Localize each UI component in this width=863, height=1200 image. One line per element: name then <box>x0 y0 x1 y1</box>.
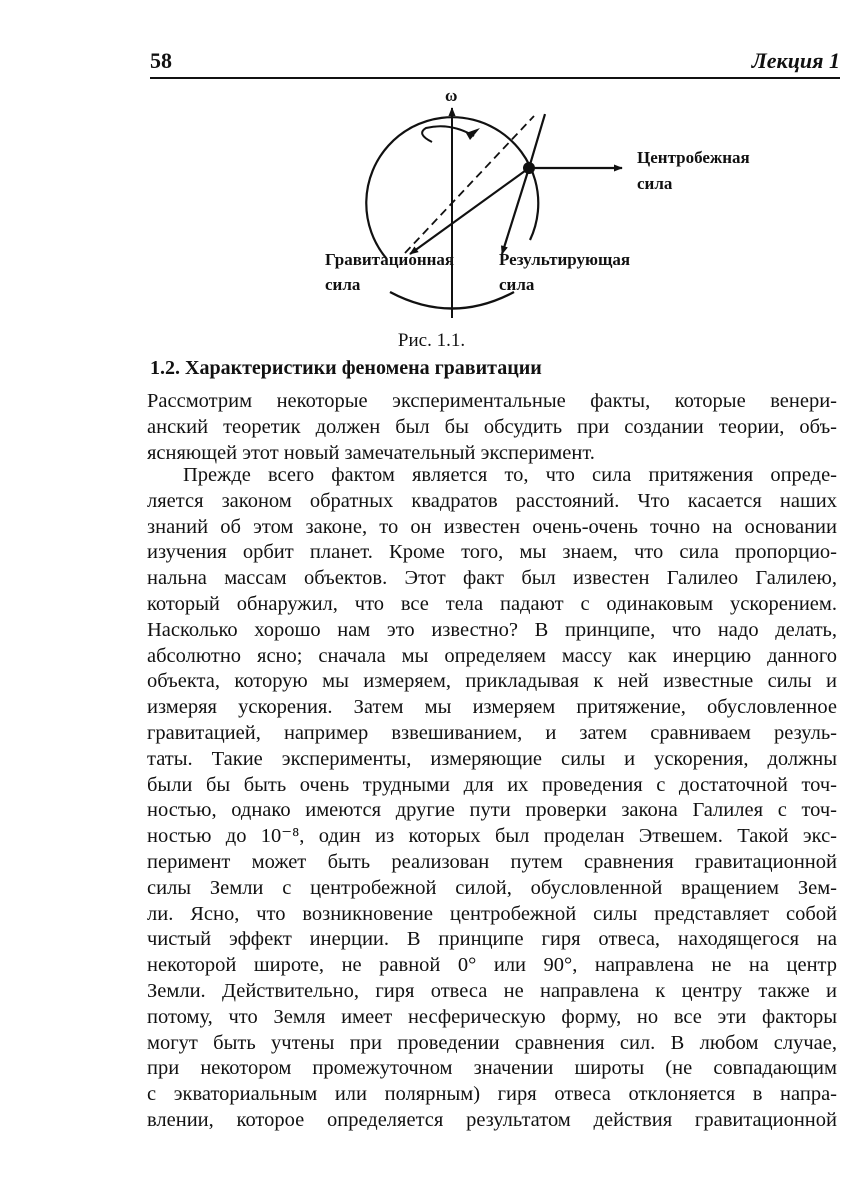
running-head: Лекция 1 <box>751 48 840 73</box>
text-line: влении, которое определяется результатом действия гравитационной <box>147 1108 837 1131</box>
text-line: чистый эффект инерции. В принципе гиря отвеса, находящегося на <box>147 928 837 951</box>
resultant-force-arrow <box>502 168 529 254</box>
gravitational-label-line1: Гравитационная <box>325 250 455 269</box>
centrifugal-label-line1: Центробежная <box>637 148 750 167</box>
text-line: ляется законом обратных квадратов расстояний. Что касается наших <box>147 489 837 512</box>
text-line: потому, что Земля имеет несферическую форму, но все эти факторы <box>147 1005 837 1028</box>
section-heading: 1.2. Характеристики феномена гравитации <box>150 357 542 379</box>
text-line: силы Земли с центробежной силой, обусловленной вращением Зем- <box>147 876 837 899</box>
page-number: 58 <box>150 48 172 73</box>
gravitational-label-line2: сила <box>325 275 361 294</box>
resultant-label-line1: Результирующая <box>499 250 631 269</box>
text-line: ясняющей этот новый замечательный эксперимент. <box>147 441 595 464</box>
text-line: нальна массам объектов. Этот факт был известен Галилео Галилею, <box>147 567 837 590</box>
paragraph-2 <box>147 463 837 1134</box>
text-line: который обнаружил, что все тела падают с одинаковым ускорением. <box>147 592 837 615</box>
text-line: таты. Такие эксперименты, измеряющие силы и ускорения, должны <box>147 747 837 770</box>
paragraph-1 <box>147 389 837 466</box>
mass-point <box>523 162 535 174</box>
text-line: измеряя ускорения. Затем мы измеряем притяжение, обусловленное <box>147 696 837 719</box>
text-line: Насколько хорошо нам это известно? В принципе, что надо делать, <box>147 618 837 641</box>
text-line: гравитацией, например взвешиванием, и затем сравниваем резуль- <box>147 721 837 744</box>
text-line: Прежде всего фактом является то, что сила притяжения опреде- <box>183 464 837 486</box>
resultant-label-line2: сила <box>499 275 535 294</box>
text-line: Рассмотрим некоторые экспериментальные факты, которые венери- <box>147 390 837 412</box>
centrifugal-label-line2: сила <box>637 174 673 193</box>
figure-caption: Рис. 1.1. <box>397 330 466 351</box>
text-line: могут быть учтены при проведении сравнения сил. В любом случае, <box>147 1031 837 1054</box>
text-line: ностью до 10⁻⁸, один из которых был проделан Этвешем. Такой экс- <box>147 825 837 848</box>
text-line: при некотором промежуточном значении широты (не совпадающим <box>147 1057 837 1080</box>
text-line: были бы быть очень трудными для их проведения с достаточной точ- <box>147 773 837 796</box>
text-line: Земли. Действительно, гиря отвеса не направлена к центру также и <box>147 979 837 1002</box>
text-line: абсолютно ясно; сначала мы определяем массу как инерцию данного <box>147 644 837 667</box>
text-line: анский теоретик должен был бы обсудить при создании теории, объ- <box>147 415 837 438</box>
text-line: ностью, однако имеются другие пути проверки закона Галилея с точ- <box>147 799 837 822</box>
text-line: изучения орбит планет. Кроме того, мы знаем, что сила пропорцио- <box>147 541 837 564</box>
line-to-upper-right <box>529 114 545 168</box>
text-line: знаний об этом законе, то он известен очень-очень точно на основании <box>147 515 837 538</box>
omega-label: ω <box>445 86 458 105</box>
text-line: некоторой широте, не равной 0° или 90°, направлена не на центр <box>147 954 837 977</box>
text-line: перимент может быть реализован путем сравнения гравитационной <box>147 850 837 873</box>
text-line: ли. Ясно, что возникновение центробежной силы представляет собой <box>147 902 837 925</box>
force-diagram <box>0 0 863 330</box>
text-line: объекта, которую мы измеряем, прикладывая к ней известные силы и <box>147 670 837 693</box>
gravitational-force-arrow <box>410 168 529 254</box>
text-line: с экваториальным или полярным) гиря отвеса отклоняется в напра- <box>147 1083 837 1106</box>
